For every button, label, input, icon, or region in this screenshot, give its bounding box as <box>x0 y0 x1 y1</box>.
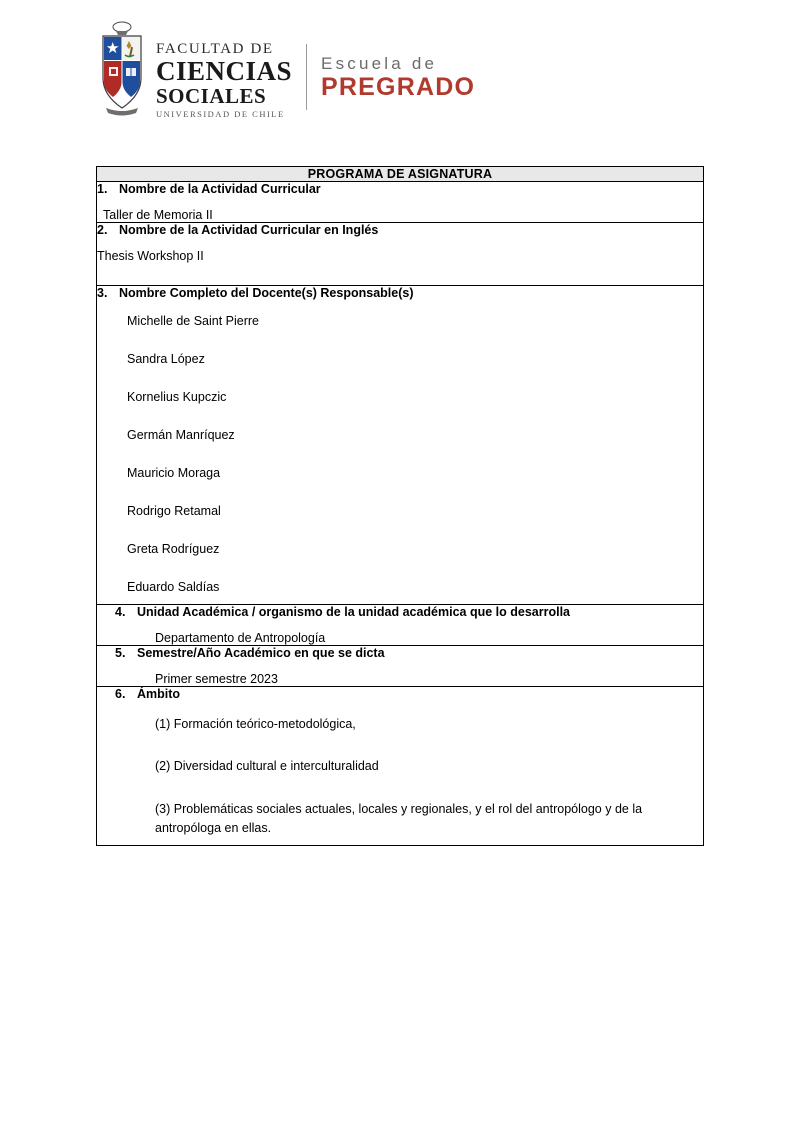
program-title-cell: PROGRAMA DE ASIGNATURA <box>97 167 704 182</box>
list-item: (1) Formación teórico-metodológica, <box>155 717 356 731</box>
section-4-heading <box>97 605 703 619</box>
list-item: Mauricio Moraga <box>127 466 221 480</box>
list-item: Michelle de Saint Pierre <box>127 314 260 328</box>
list-item: Greta Rodríguez <box>127 542 220 556</box>
faculty-line-3: SOCIALES <box>156 83 267 108</box>
section-5-heading <box>97 646 703 660</box>
faculty-wordmark <box>156 20 292 119</box>
section-1-number: 1. <box>97 182 108 196</box>
section-5 <box>97 646 704 687</box>
list-item: Kornelius Kupczic <box>127 390 227 404</box>
list-item: Rodrigo Retamal <box>127 504 221 518</box>
section-1-value: Taller de Memoria II <box>103 208 213 222</box>
header-divider <box>306 44 307 110</box>
section-4-value: Departamento de Antropología <box>155 631 326 645</box>
section-2-heading <box>97 223 703 237</box>
table-row <box>97 646 704 687</box>
table-row <box>97 286 704 605</box>
section-3-heading <box>97 286 703 300</box>
program-table <box>96 166 704 846</box>
university-crest-icon <box>96 20 148 116</box>
table-row <box>97 167 704 182</box>
section-2-title: Nombre de la Actividad Curricular en Inglés <box>119 223 379 237</box>
faculty-line-1: FACULTAD DE <box>156 41 274 57</box>
section-3 <box>97 286 704 605</box>
section-4-number: 4. <box>115 605 126 619</box>
list-item: (2) Diversidad cultural e interculturalidad <box>155 759 379 774</box>
list-item: Eduardo Saldías <box>127 580 220 594</box>
school-line-1: Escuela de <box>321 54 438 73</box>
section-1-heading <box>97 182 703 196</box>
faculty-line-4: UNIVERSIDAD DE CHILE <box>156 108 285 119</box>
section-6-title: Ámbito <box>137 687 181 701</box>
table-row <box>97 687 704 846</box>
section-1 <box>97 182 704 223</box>
section-2-value: Thesis Workshop II <box>97 249 204 263</box>
section-4 <box>97 605 704 646</box>
section-5-title: Semestre/Año Académico en que se dicta <box>137 646 385 660</box>
school-line-2: PREGRADO <box>321 72 476 101</box>
table-row <box>97 223 704 286</box>
school-wordmark <box>321 20 475 101</box>
section-5-value: Primer semestre 2023 <box>155 672 278 686</box>
section-6-number: 6. <box>115 687 126 701</box>
section-3-title: Nombre Completo del Docente(s) Responsable(s) <box>119 286 414 300</box>
section-5-number: 5. <box>115 646 126 660</box>
document-header <box>96 20 475 119</box>
faculty-line-2: CIENCIAS <box>156 55 293 86</box>
list-item: Germán Manríquez <box>127 428 235 442</box>
section-6 <box>97 687 704 846</box>
section-1-title: Nombre de la Actividad Curricular <box>119 182 321 196</box>
section-2 <box>97 223 704 286</box>
section-4-title: Unidad Académica / organismo de la unidad académica que lo desarrolla <box>137 605 571 619</box>
list-item: Sandra López <box>127 352 205 366</box>
section-3-number: 3. <box>97 286 108 300</box>
list-item: (3) Problemáticas sociales actuales, locales y regionales, y el rol del antropólogo y de la antropóloga en ellas. <box>155 801 643 836</box>
table-row <box>97 182 704 223</box>
table-row <box>97 605 704 646</box>
section-2-number: 2. <box>97 223 108 237</box>
section-6-heading <box>97 687 703 701</box>
